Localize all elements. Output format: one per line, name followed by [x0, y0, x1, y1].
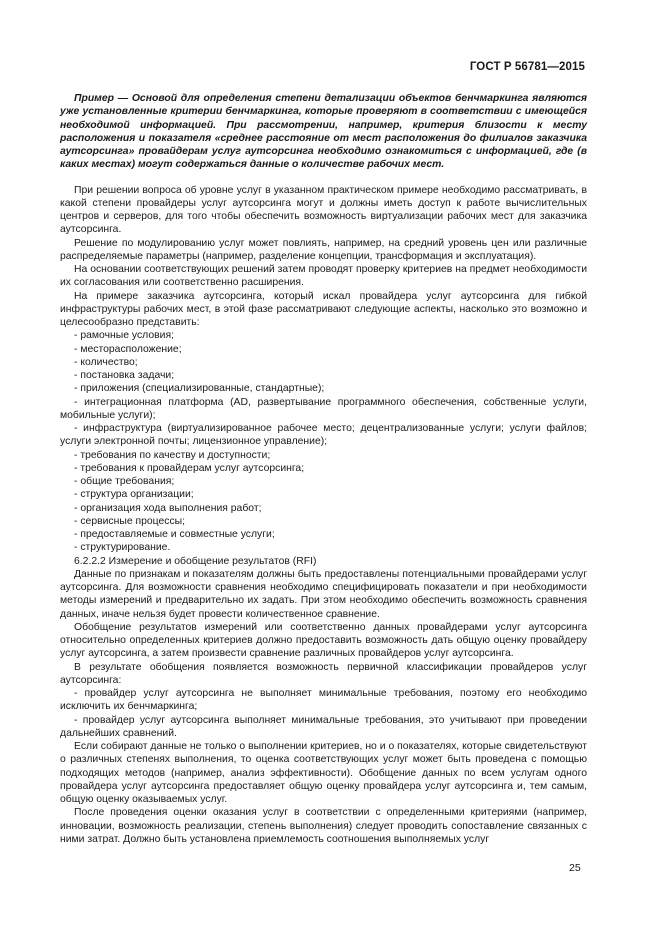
list-item: - интеграционная платформа (AD, развертывание программного обеспечения, собственные услуги, мобильные услуги);	[60, 396, 587, 421]
list-item: - провайдер услуг аутсорсинга не выполняет минимальные требования, поэтому его необходимо исключить их бенчмаркинга;	[60, 688, 587, 713]
list-item: - месторасположение;	[74, 343, 182, 355]
paragraph: На примере заказчика аутсорсинга, который искал провайдера услуг аутсорсинга для гибкой инфраструктуры рабочих мест, в этой фазе рассматривают следующие аспекты, насколько это возможно и целесообразно представить:	[60, 290, 587, 328]
list-item: - предоставляемые и совместные услуги;	[74, 529, 275, 540]
list-item: - требования по качеству и доступности;	[74, 449, 271, 461]
paragraph: После проведения оценки оказания услуг в соответствии с определенными критериями (например, инновации, возможность реализации, степень выполнения) следует проводить сопоставление связанных с ними затрат. Должно быть установлена приемлемость соотношения выполняемых услуг	[60, 807, 587, 845]
paragraph: При решении вопроса об уровне услуг в указанном практическом примере необходимо рассматривать, в какой степени провайдеры услуг аутсорсинга могут и должны иметь доступ к работе вычислительных центров и серверов, для того чтобы обеспечить возможность виртуализации рабочих мест для заказчика аутсорсинга.	[60, 184, 587, 236]
list-item: - провайдер услуг аутсорсинга выполняет минимальные требования, это учитывают при проведении дальнейших сравнений.	[60, 714, 587, 739]
page-number: 25	[569, 862, 581, 874]
paragraph: Решение по модулированию услуг может повлиять, например, на средний уровень цен или различные распределяемые параметры (например, разделение концепции, трансформация и эксплуатация).	[60, 237, 587, 262]
paragraph: На основании соответствующих решений затем проводят проверку критериев на предмет необходимости их согласования или соответственно расширения.	[60, 264, 587, 289]
section-heading: 6.2.2.2 Измерение и обобщение результатов (RFI)	[74, 555, 317, 567]
paragraph: В результате обобщения появляется возможность первичной классификации провайдеров услуг аутсорсинга:	[60, 661, 587, 686]
list-item: - количество;	[74, 356, 138, 368]
paragraph: Обобщение результатов измерений или соответственно данных провайдерами услуг аутсорсинга относительно определенных критериев должно предоставить возможность дать общую оценку провайдеру услуг аутсорсинга, а затем произвести сравнение различных провайдеров услуг аутсорсинга.	[60, 621, 587, 660]
list-item: - структурирование.	[74, 542, 171, 554]
list-item: - приложения (специализированные, стандартные);	[74, 383, 325, 395]
list-item: - организация хода выполнения работ;	[74, 502, 262, 514]
paragraph: Если собирают данные не только о выполнении критериев, но и о показателях, которые свидетельствуют о различных степенях выполнения, то оценка соответствующих услуг может быть проведена с помощью подходящих методов (например, анализ эффективности). Обобщение данных по всем услугам одного провайдера услуг аутсорсинга предоставляет общую оценку провайдера услуг аутсорсинга и, тем самым, общую оценку оказываемых услуг.	[60, 741, 587, 805]
list-item: - требования к провайдерам услуг аутсорсинга;	[74, 462, 305, 474]
list-item: - постановка задачи;	[74, 370, 175, 381]
list-item: - рамочные условия;	[74, 330, 174, 342]
list-item: - инфраструктура (виртуализированное рабочее место; децентрализованные услуги; услуги файлов; услуги электронной почты; лицензионное управление);	[60, 423, 587, 448]
document-id-header: ГОСТ Р 56781—2015	[469, 61, 585, 73]
document-body	[60, 92, 587, 846]
example-note: Пример — Основой для определения степени детализации объектов бенчмаркинга являются уже установленные критерии бенчмаркинга, которые проверяют в соответствии с имеющейся необходимой информацией. При рассмотрении, например, критерия близости к месту расположения и показателя «среднее расстояние от мест расположения до филиалов заказчика аутсорсинга» провайдерам услуг аутсорсинга необходимо ознакомиться с информацией, где (в каких местах) могут содержаться данные о количестве рабочих мест.	[60, 93, 587, 171]
list-item: - сервисные процессы;	[74, 515, 186, 527]
paragraph: Данные по признакам и показателям должны быть предоставлены потенциальными провайдерами услуг аутсорсинга. Для возможности сравнения необходимо специфицировать показатели и при необходимости методы измерений и предварительно их задать. При этом необходимо обеспечить возможность сравнения данных, иначе нельзя будет провести количественное сравнение.	[60, 568, 587, 620]
list-item: - структура организации;	[74, 489, 194, 501]
list-item: - общие требования;	[74, 476, 175, 487]
